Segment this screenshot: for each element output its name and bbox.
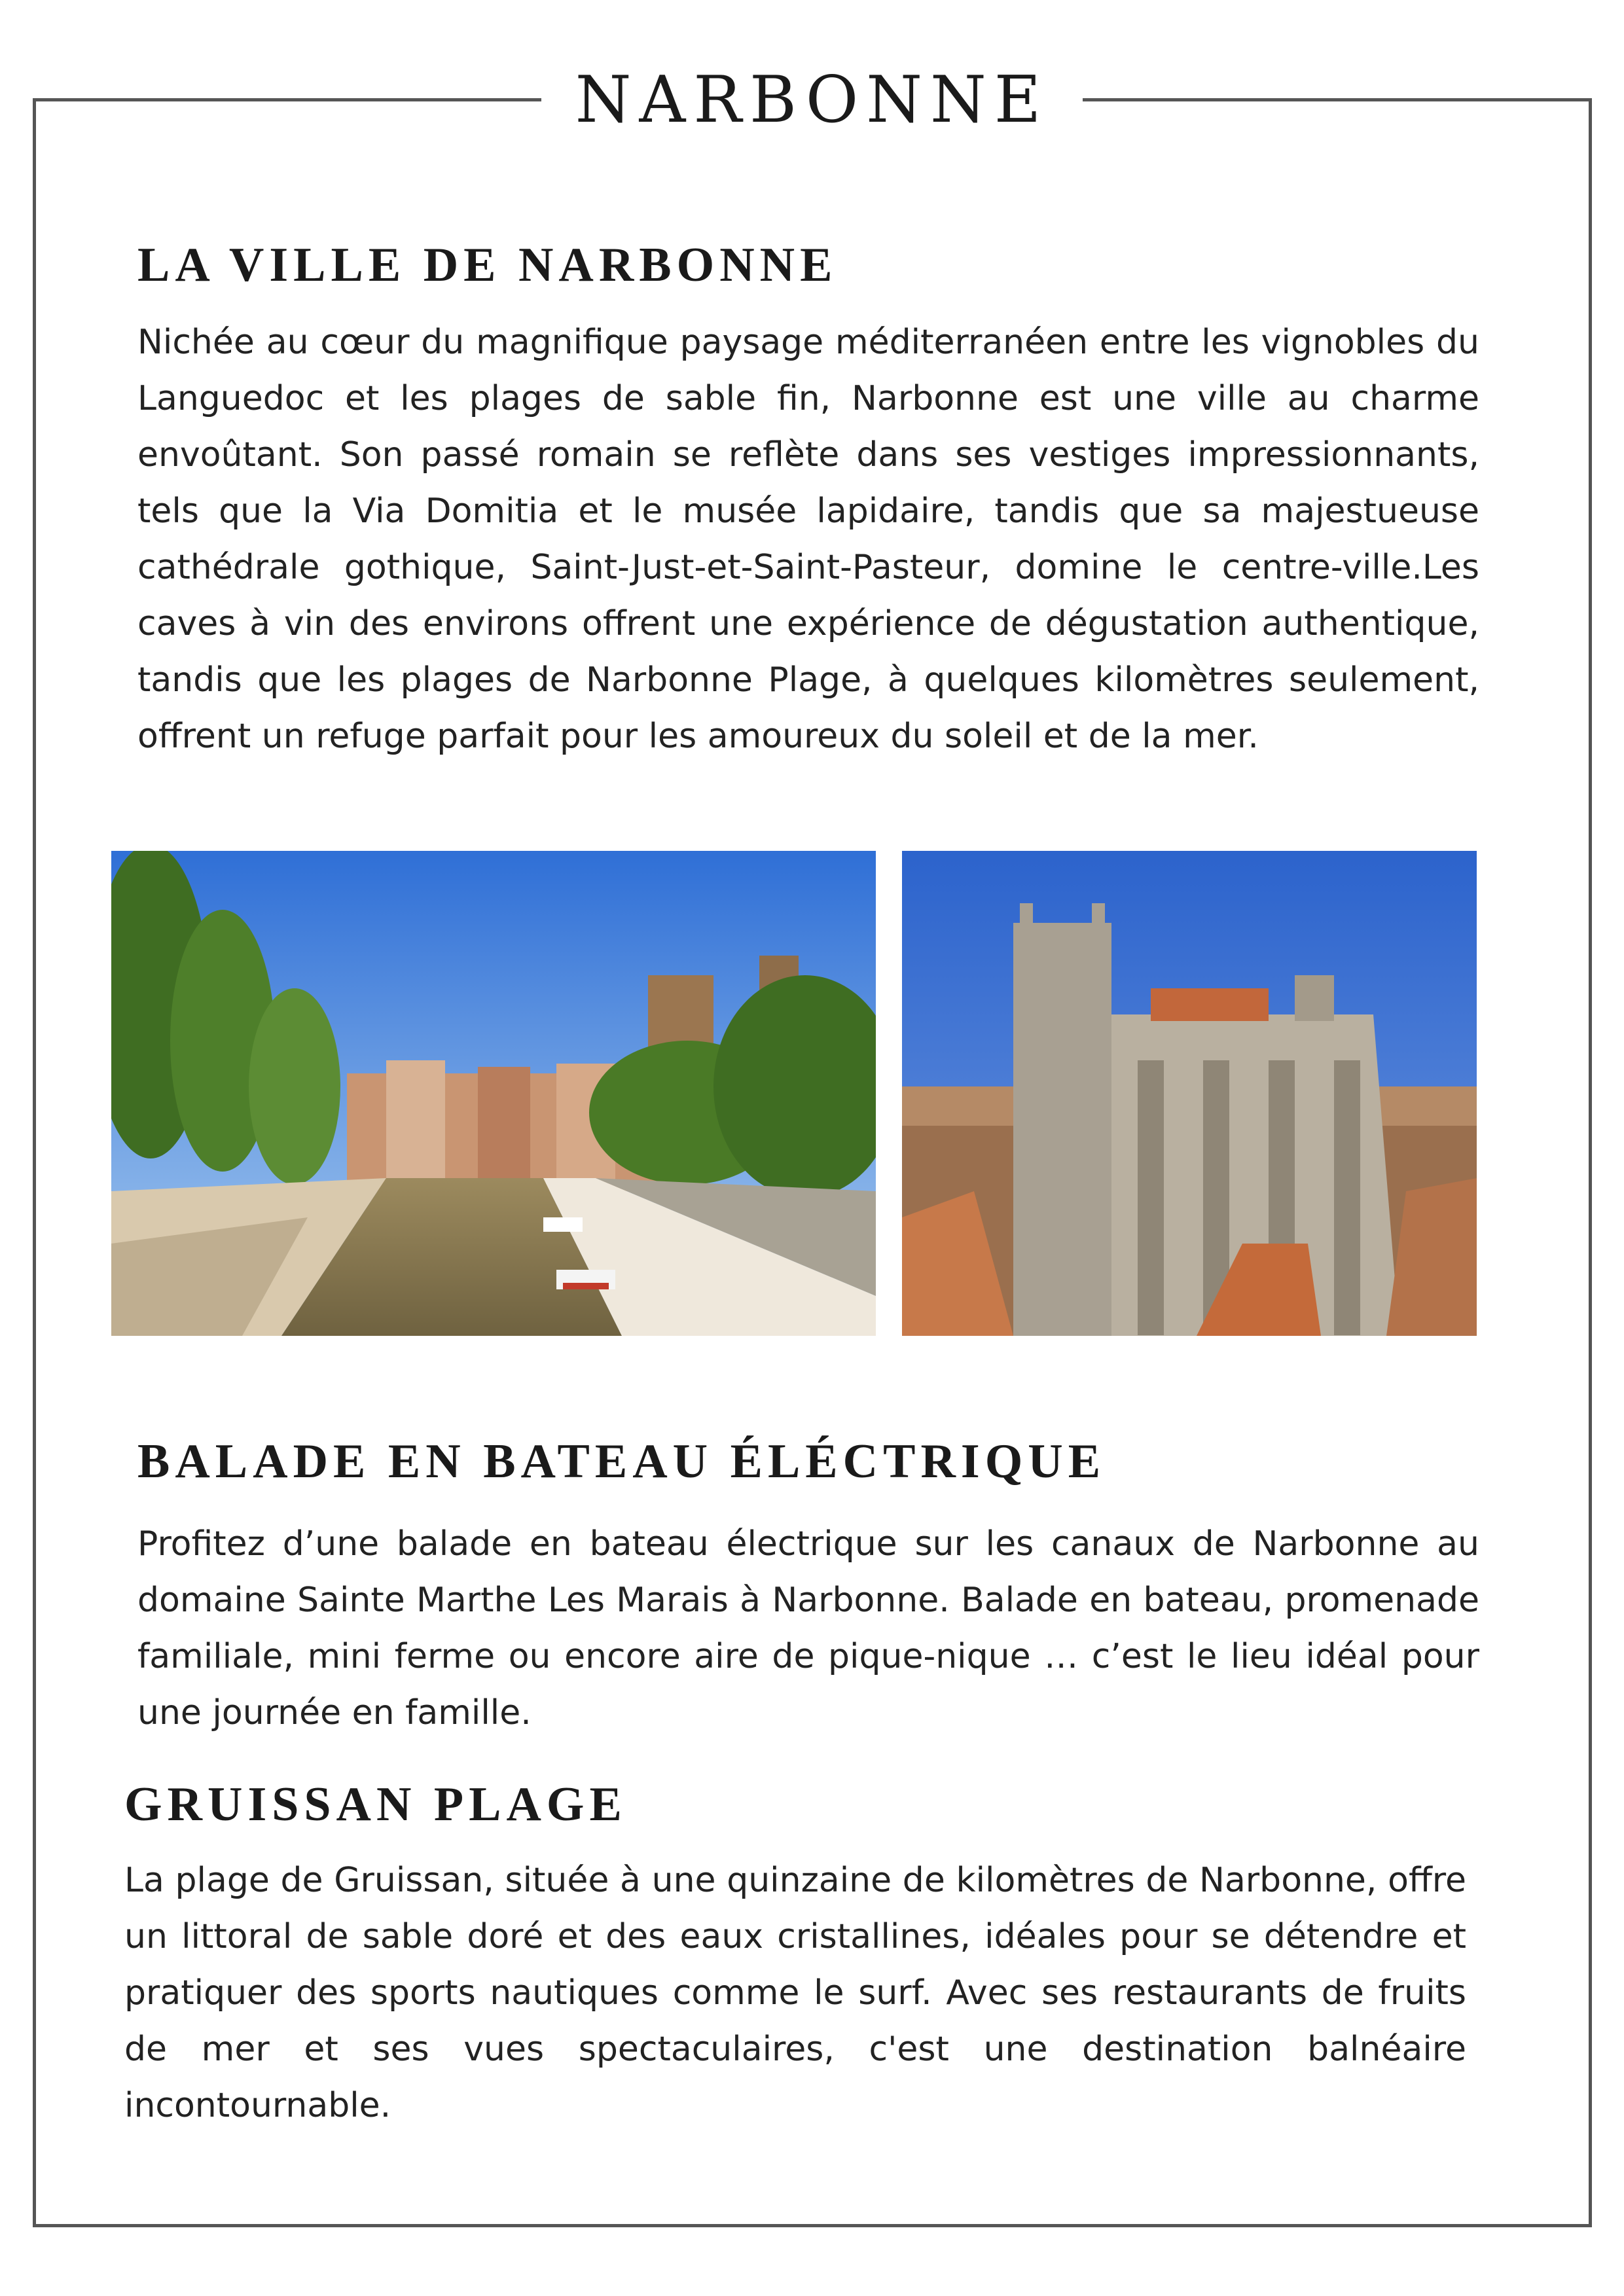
page-title: NARBONNE [541,58,1083,143]
section-text-gruissan: La plage de Gruissan, située à une quinzaine de kilomètres de Narbonne, offre un littoral de sable doré et des eaux cristallines, idéales pour se détendre et pratiquer des sports nautiques comme le surf. Avec ses restaurants de fruits de mer et ses vues spectaculaires, c'est une destination balnéaire incontournable. [124,1861,1466,2125]
canal-icon [111,851,876,1336]
section-heading-ville: LA VILLE DE NARBONNE [137,238,838,292]
cathedral-icon [902,851,1477,1336]
section-heading-bateau: BALADE EN BATEAU ÉLÉCTRIQUE [137,1435,1106,1488]
section-text-ville: Nichée au cœur du magnifique paysage méditerranéen entre les vignobles du Languedoc et les plages de sable fin, Narbonne est une ville au charme envoûtant. Son passé romain se reflète dans ses vestiges impressionnants, tels que la Via Domitia et le musée lapidaire, tandis que sa majestueuse cathédrale gothique, Saint-Just-et-Saint-Pasteur, domine le centre-ville.Les caves à vin des environs offrent une expérience de dégustation authentique, tandis que les plages de Narbonne Plage, à quelques kilomètres seulement, offrent un refuge parfait pour les amoureux du soleil et de la mer. [137,323,1479,756]
title-bar [0,58,1624,143]
cathedral-photo [902,851,1477,1336]
section-text-bateau: Profitez d’une balade en bateau électrique sur les canaux de Narbonne au domaine Sainte Marthe Les Marais à Narbonne. Balade en bateau, promenade familiale, mini ferme ou encore aire de pique-nique … c’est le lieu idéal pour une journée en famille. [137,1524,1479,1732]
canal-photo [111,851,876,1336]
section-heading-gruissan: GRUISSAN PLAGE [124,1778,627,1831]
